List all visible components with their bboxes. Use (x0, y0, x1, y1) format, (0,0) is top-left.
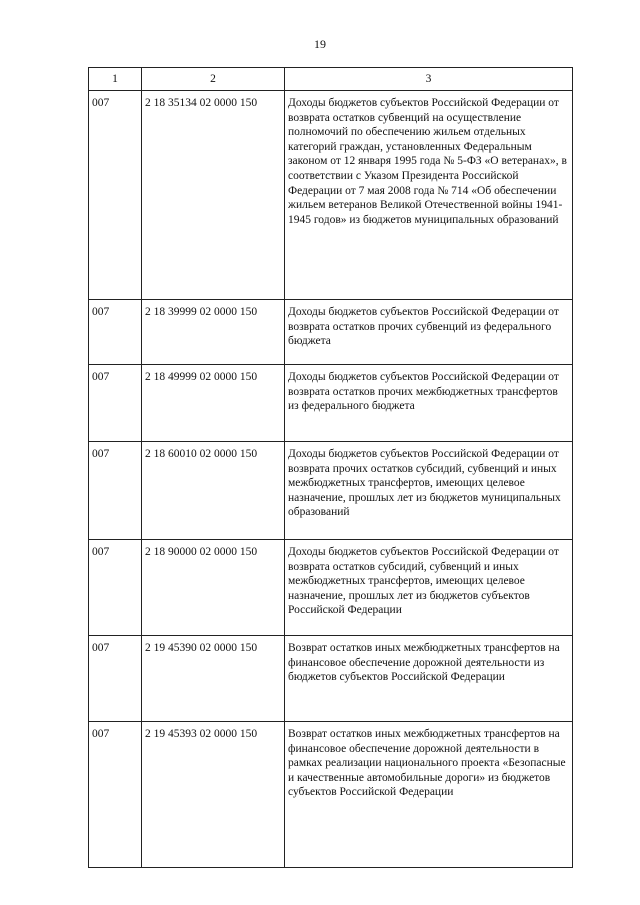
table-row (89, 722, 573, 868)
budget-code-cell: 2 19 45393 02 0000 150 (142, 722, 285, 868)
table-header-row (89, 68, 573, 91)
description-cell: Доходы бюджетов субъектов Российской Федерации от возврата остатков прочих межбюджетных трансфертов из федерального бюджета (285, 365, 573, 442)
admin-code-cell: 007 (89, 91, 142, 300)
description-cell: Доходы бюджетов субъектов Российской Федерации от возврата остатков субвенций на осуществление полномочий по обеспечению жильем отдельных категорий граждан, установленных Федеральным законом от 12 января 1995 года № 5-ФЗ «О ветеранах», в соответствии с Указом Президента Российской Федерации от 7 мая 2008 года № 714 «Об обеспечении жильем ветеранов Великой Отечественной войны 1941-1945 годов» из бюджетов муниципальных образований (285, 91, 573, 300)
table-row (89, 300, 573, 365)
table-row (89, 365, 573, 442)
header-col-2: 2 (142, 68, 285, 91)
budget-code-cell: 2 18 39999 02 0000 150 (142, 300, 285, 365)
budget-code-cell: 2 18 49999 02 0000 150 (142, 365, 285, 442)
admin-code-cell: 007 (89, 636, 142, 722)
classification-table (88, 67, 573, 868)
table-row (89, 442, 573, 540)
admin-code-cell: 007 (89, 540, 142, 636)
header-col-1: 1 (89, 68, 142, 91)
admin-code-cell: 007 (89, 722, 142, 868)
description-cell: Возврат остатков иных межбюджетных трансфертов на финансовое обеспечение дорожной деятельности из бюджетов субъектов Российской Федерации (285, 636, 573, 722)
description-cell: Доходы бюджетов субъектов Российской Федерации от возврата остатков субсидий, субвенций и иных межбюджетных трансфертов, имеющих целевое назначение, прошлых лет из бюджетов субъектов Российской Федерации (285, 540, 573, 636)
table-row (89, 91, 573, 300)
table-row (89, 636, 573, 722)
budget-code-cell: 2 18 90000 02 0000 150 (142, 540, 285, 636)
description-cell: Доходы бюджетов субъектов Российской Федерации от возврата прочих остатков субсидий, субвенций и иных межбюджетных трансфертов, имеющих целевое назначение, прошлых лет из бюджетов муниципальных образований (285, 442, 573, 540)
header-col-3: 3 (285, 68, 573, 91)
description-cell: Доходы бюджетов субъектов Российской Федерации от возврата остатков прочих субвенций из федерального бюджета (285, 300, 573, 365)
budget-code-cell: 2 19 45390 02 0000 150 (142, 636, 285, 722)
description-cell: Возврат остатков иных межбюджетных трансфертов на финансовое обеспечение дорожной деятельности в рамках реализации национального проекта «Безопасные и качественные автомобильные дороги» из бюджетов субъектов Российской Федерации (285, 722, 573, 868)
budget-code-cell: 2 18 60010 02 0000 150 (142, 442, 285, 540)
admin-code-cell: 007 (89, 442, 142, 540)
admin-code-cell: 007 (89, 300, 142, 365)
table-row (89, 540, 573, 636)
page-number: 19 (314, 37, 326, 51)
budget-code-cell: 2 18 35134 02 0000 150 (142, 91, 285, 300)
admin-code-cell: 007 (89, 365, 142, 442)
